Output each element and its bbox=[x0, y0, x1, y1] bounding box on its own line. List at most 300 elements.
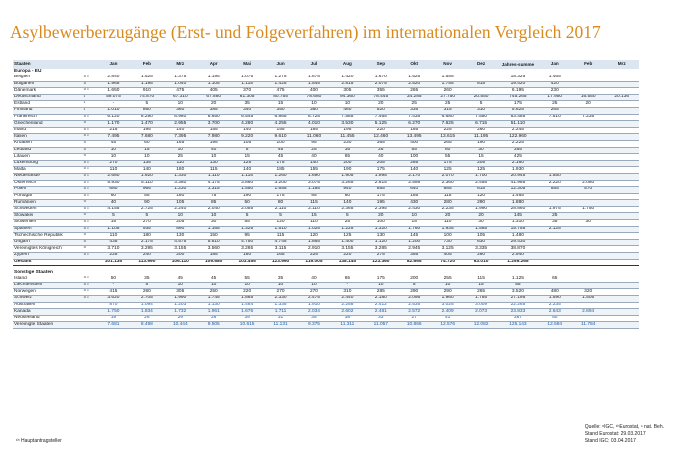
row-value bbox=[539, 239, 572, 246]
row-country: Tschechische Republik bbox=[13, 233, 83, 240]
section-label: Sonstige Staaten bbox=[14, 270, 53, 275]
row-value: 1.905 bbox=[331, 173, 364, 180]
row-value: 1.325 bbox=[231, 226, 264, 233]
table-row bbox=[13, 200, 639, 207]
row-country: Dänemark bbox=[13, 88, 83, 95]
row-value: 40 bbox=[197, 147, 230, 154]
row-value: 7.465 bbox=[365, 114, 398, 121]
row-value bbox=[605, 259, 639, 266]
row-value: 50 bbox=[231, 200, 264, 207]
row-value bbox=[605, 253, 639, 260]
row-value: 115 bbox=[465, 276, 498, 282]
row-value: 1.200 bbox=[398, 239, 431, 246]
row-value: 340 bbox=[231, 107, 264, 114]
row-value: 1.525 bbox=[398, 75, 431, 81]
row-value bbox=[605, 180, 639, 187]
row-value: 2.595 bbox=[398, 180, 431, 187]
row-value: 175 bbox=[365, 167, 398, 174]
table-row bbox=[13, 160, 639, 167]
row-value: 180 bbox=[164, 193, 197, 200]
row-value bbox=[572, 107, 605, 114]
row-value: 175 bbox=[264, 193, 297, 200]
table-row bbox=[13, 187, 639, 194]
row-value: 1.750 bbox=[97, 309, 130, 316]
header-month-okt: Okt bbox=[398, 60, 431, 69]
row-value: 1.655 bbox=[264, 187, 297, 194]
row-value: 180 bbox=[164, 167, 197, 174]
row-value: 6.270 bbox=[398, 121, 431, 128]
row-country: Frankreich bbox=[13, 114, 83, 121]
header-month-dez: Dez bbox=[465, 60, 498, 69]
row-value bbox=[572, 167, 605, 174]
row-source-mark: ¹ʰ bbox=[83, 239, 98, 246]
row-value: 435 bbox=[97, 239, 130, 246]
row-value: 20 bbox=[465, 213, 498, 220]
row-value: 50 bbox=[539, 315, 572, 322]
row-value: 2.643 bbox=[539, 309, 572, 316]
page-title: Asylbewerberzugänge (Erst- und Folgeverfahren) im internationalen Vergleich 2017 bbox=[10, 22, 601, 42]
table-row bbox=[13, 180, 639, 187]
row-value: 125 bbox=[465, 167, 498, 174]
row-value: 165 bbox=[264, 253, 297, 260]
row-value: 1.590 bbox=[539, 296, 572, 303]
row-source-mark: ¹ʰ ⁸ bbox=[83, 75, 98, 81]
row-value: 41 bbox=[431, 315, 464, 322]
row-value: 1.670 bbox=[365, 75, 398, 81]
row-value: 28.860 bbox=[498, 206, 538, 213]
row-value: 1.975 bbox=[539, 206, 572, 213]
row-value: 2.412 bbox=[365, 302, 398, 309]
row-value: 2.034 bbox=[298, 309, 331, 316]
row-value: 365 bbox=[365, 140, 398, 147]
row-value: 250 bbox=[197, 289, 230, 296]
row-value bbox=[539, 154, 572, 161]
row-value: 119.005 bbox=[298, 259, 331, 266]
row-value: 260 bbox=[131, 289, 164, 296]
table-row bbox=[13, 81, 639, 88]
row-value: 61.305 bbox=[231, 94, 264, 101]
table-row bbox=[13, 282, 639, 289]
row-value bbox=[572, 81, 605, 88]
row-value: 1.865 bbox=[298, 239, 331, 246]
row-value: 1.676 bbox=[231, 309, 264, 316]
row-value: 2.258 bbox=[331, 302, 364, 309]
row-value bbox=[605, 134, 639, 141]
row-value: 65 bbox=[331, 154, 364, 161]
row-value: 355 bbox=[498, 147, 538, 154]
row-value: 310 bbox=[331, 289, 364, 296]
row-value: 910 bbox=[131, 88, 164, 95]
row-value: 145 bbox=[498, 213, 538, 220]
row-value: 1.110 bbox=[197, 173, 230, 180]
row-value: 20.136 bbox=[605, 94, 639, 101]
row-value bbox=[605, 322, 639, 329]
row-value: 95 bbox=[298, 193, 331, 200]
row-value: 103.455 bbox=[231, 259, 264, 266]
row-value: 38.870 bbox=[498, 246, 538, 253]
row-value bbox=[572, 302, 605, 309]
row-value: 2.095 bbox=[398, 296, 431, 303]
row-value: 370 bbox=[231, 88, 264, 95]
row-value bbox=[605, 246, 639, 253]
row-value bbox=[605, 173, 639, 180]
row-value: 1.995 bbox=[365, 173, 398, 180]
table-row bbox=[13, 239, 639, 246]
row-value: 1.484 bbox=[231, 302, 264, 309]
row-value: 430 bbox=[398, 200, 431, 207]
row-value: 25 bbox=[431, 101, 464, 108]
row-value: 200 bbox=[164, 253, 197, 260]
row-value: 2.705 bbox=[131, 296, 164, 303]
row-value bbox=[572, 213, 605, 220]
row-value: 1.115 bbox=[231, 173, 264, 180]
row-value bbox=[539, 160, 572, 167]
row-value: 1.990 bbox=[164, 296, 197, 303]
row-country: Finnland bbox=[13, 107, 83, 114]
row-value: 615 bbox=[465, 187, 498, 194]
row-value: 10.866 bbox=[398, 322, 431, 329]
row-value: 260 bbox=[431, 88, 464, 95]
table-row bbox=[13, 309, 639, 316]
row-value: 2.940 bbox=[498, 253, 538, 260]
row-value: 225 bbox=[298, 253, 331, 260]
row-value: 22.265 bbox=[498, 302, 538, 309]
row-value: 4.255 bbox=[264, 121, 297, 128]
footnote: ¹ʰ Hauptantragsteller bbox=[16, 438, 62, 444]
row-value: 31 bbox=[264, 315, 297, 322]
row-source-mark: ¹ʰ ⁸ bbox=[83, 289, 98, 296]
row-value: 1.315 bbox=[197, 187, 230, 194]
row-value: 3.860 bbox=[231, 180, 264, 187]
row-value: 1.203 bbox=[164, 302, 197, 309]
row-country: Luxemburg bbox=[13, 160, 83, 167]
row-source-mark: ¹ʰ ⁸ bbox=[83, 206, 98, 213]
row-value bbox=[572, 134, 605, 141]
row-value: 29 bbox=[164, 315, 197, 322]
row-value: 35 bbox=[131, 276, 164, 282]
row-value: 20.550 bbox=[465, 94, 498, 101]
row-value: 40 bbox=[97, 200, 130, 207]
row-value bbox=[605, 147, 639, 154]
row-value: 2.170 bbox=[398, 173, 431, 180]
header-month-jun: Jun bbox=[264, 60, 297, 69]
row-value: 110 bbox=[97, 233, 130, 240]
row-value: 405 bbox=[431, 253, 464, 260]
row-value: 860 bbox=[131, 107, 164, 114]
row-value: 5.110 bbox=[131, 180, 164, 187]
row-value: 200 bbox=[398, 276, 431, 282]
row-value: 55 bbox=[431, 154, 464, 161]
row-value: 18.325 bbox=[498, 75, 538, 81]
row-value: 11.311 bbox=[331, 322, 364, 329]
row-value: 2.225 bbox=[498, 140, 538, 147]
row-value: 12.460 bbox=[365, 134, 398, 141]
row-value: 125 bbox=[331, 233, 364, 240]
row-value bbox=[572, 315, 605, 322]
row-value: 110 bbox=[164, 160, 197, 167]
row-value: 2.535 bbox=[398, 302, 431, 309]
row-value: 11.060 bbox=[298, 134, 331, 141]
row-value: 35 bbox=[331, 147, 364, 154]
row-value: 200 bbox=[331, 160, 364, 167]
row-value: 60 bbox=[431, 147, 464, 154]
row-value: 5.625 bbox=[498, 107, 538, 114]
row-value: 67.880 bbox=[197, 94, 230, 101]
row-value: 1.885 bbox=[231, 296, 264, 303]
row-value: 105 bbox=[164, 200, 197, 207]
row-value: 30 bbox=[197, 220, 230, 227]
row-value bbox=[572, 88, 605, 95]
row-value: 15 bbox=[465, 282, 498, 289]
row-value: 3.295 bbox=[131, 246, 164, 253]
row-value: 155 bbox=[298, 167, 331, 174]
row-source-mark bbox=[83, 322, 98, 329]
row-value: 1.310 bbox=[498, 220, 538, 227]
row-value: 1.480 bbox=[498, 233, 538, 240]
table-row bbox=[13, 94, 639, 101]
row-country: Rumänien bbox=[13, 200, 83, 207]
row-value: 205 bbox=[465, 160, 498, 167]
table-row bbox=[13, 206, 639, 213]
row-value: 310 bbox=[465, 107, 498, 114]
row-value: 85 bbox=[498, 282, 538, 289]
row-value: 150 bbox=[197, 233, 230, 240]
row-value: 60 bbox=[331, 193, 364, 200]
row-source-mark: ¹ʰ bbox=[83, 121, 98, 128]
row-value: 1.555 bbox=[431, 75, 464, 81]
row-value: 1.525 bbox=[131, 75, 164, 81]
row-value: 225 bbox=[97, 253, 130, 260]
row-value: 6.120 bbox=[97, 114, 130, 121]
row-value: 45 bbox=[97, 140, 130, 147]
row-source-mark: ¹ʰ bbox=[83, 246, 98, 253]
row-value: 2.945 bbox=[398, 246, 431, 253]
row-value: 1.259.265 bbox=[498, 259, 538, 266]
row-value: 275 bbox=[365, 253, 398, 260]
row-value: 3.125 bbox=[431, 246, 464, 253]
row-value: 25 bbox=[365, 147, 398, 154]
row-value: 1.105 bbox=[97, 226, 130, 233]
row-value: 1.130 bbox=[197, 302, 230, 309]
row-value: 1.275 bbox=[264, 75, 297, 81]
row-value: 5 bbox=[131, 101, 164, 108]
row-value bbox=[605, 233, 639, 240]
row-value: 175 bbox=[498, 101, 538, 108]
row-value: 1.040 bbox=[164, 81, 197, 88]
row-value: 15 bbox=[465, 154, 498, 161]
row-value bbox=[605, 302, 639, 309]
table-row bbox=[13, 114, 639, 121]
row-value: 305 bbox=[164, 289, 197, 296]
row-value: 2.110 bbox=[264, 206, 297, 213]
row-value: 260 bbox=[465, 127, 498, 134]
row-country: Island bbox=[13, 276, 83, 282]
row-value: 5.125 bbox=[365, 121, 398, 128]
row-value: 335 bbox=[398, 107, 431, 114]
row-value: 2.840 bbox=[97, 75, 130, 81]
row-value: 140 bbox=[131, 167, 164, 174]
row-value: 1.961 bbox=[197, 309, 230, 316]
row-value: 360 bbox=[298, 107, 331, 114]
row-value: - bbox=[97, 282, 130, 289]
row-value: 10 bbox=[164, 101, 197, 108]
row-value: 230 bbox=[539, 88, 572, 95]
row-value: 10 bbox=[97, 154, 130, 161]
row-value: 67.310 bbox=[164, 94, 197, 101]
row-value: 23.833 bbox=[498, 309, 538, 316]
row-country: Liechtenstein bbox=[13, 282, 83, 289]
row-value bbox=[605, 127, 639, 134]
row-value: 1.465 bbox=[498, 193, 538, 200]
row-value: 1.834 bbox=[131, 309, 164, 316]
row-value: 9.220 bbox=[231, 134, 264, 141]
row-country: Norwegen bbox=[13, 289, 83, 296]
row-value: 27 bbox=[398, 315, 431, 322]
row-value bbox=[539, 147, 572, 154]
row-value: 40 bbox=[365, 154, 398, 161]
row-value: 6.650 bbox=[197, 114, 230, 121]
row-value: 630 bbox=[465, 239, 498, 246]
row-value: 730 bbox=[431, 239, 464, 246]
table-row bbox=[13, 246, 639, 253]
row-value bbox=[605, 81, 639, 88]
row-value bbox=[539, 140, 572, 147]
row-value: 11.131 bbox=[264, 322, 297, 329]
row-country: Estland bbox=[13, 101, 83, 108]
table-row bbox=[13, 101, 639, 108]
row-value bbox=[572, 282, 605, 289]
row-country: Deutschland bbox=[13, 94, 83, 101]
row-value: 130 bbox=[365, 233, 398, 240]
row-source-mark: ¹ʰ ⁸ bbox=[83, 160, 98, 167]
row-value bbox=[572, 193, 605, 200]
row-value bbox=[605, 154, 639, 161]
row-value bbox=[572, 253, 605, 260]
row-value: 40 bbox=[298, 154, 331, 161]
row-value: 12.576 bbox=[431, 322, 464, 329]
row-value: 3.009 bbox=[465, 302, 498, 309]
row-value bbox=[539, 134, 572, 141]
row-value: 110 bbox=[97, 167, 130, 174]
row-value: 50 bbox=[97, 276, 130, 282]
row-value: 45 bbox=[164, 276, 197, 282]
row-value bbox=[539, 246, 572, 253]
header-month-feb: Feb bbox=[131, 60, 164, 69]
row-value bbox=[572, 173, 605, 180]
row-value: 1.565 bbox=[465, 226, 498, 233]
row-value: 25 bbox=[539, 101, 572, 108]
row-value: 140 bbox=[231, 127, 264, 134]
row-value: 415 bbox=[97, 289, 130, 296]
row-country: Belgien bbox=[13, 75, 83, 81]
row-value: 38 bbox=[331, 315, 364, 322]
row-country: Slowenien bbox=[13, 220, 83, 227]
row-value: 145 bbox=[398, 233, 431, 240]
row-value: 1.880 bbox=[498, 200, 538, 207]
row-value: 4.175 bbox=[197, 180, 230, 187]
row-value: 5 bbox=[131, 282, 164, 289]
row-value bbox=[605, 309, 639, 316]
row-source-mark: ¹ʰ ⁸ bbox=[83, 296, 98, 303]
row-source-mark: ¹ʰ ⁸ bbox=[83, 88, 98, 95]
row-value: 1.195 bbox=[131, 81, 164, 88]
row-value: 10 bbox=[164, 147, 197, 154]
row-value: 2.070 bbox=[431, 173, 464, 180]
row-value: 140 bbox=[331, 200, 364, 207]
row-value: 10 bbox=[197, 213, 230, 220]
row-value: 20 bbox=[431, 213, 464, 220]
row-value: 2.455 bbox=[465, 180, 498, 187]
row-value: 105 bbox=[231, 140, 264, 147]
table-row bbox=[13, 296, 639, 303]
row-value: 55 bbox=[131, 193, 164, 200]
row-value: 28 bbox=[197, 315, 230, 322]
row-value: 51.110 bbox=[498, 121, 538, 128]
row-value: 4.280 bbox=[231, 121, 264, 128]
row-value: 20 bbox=[365, 101, 398, 108]
row-value: 2.245 bbox=[498, 127, 538, 134]
row-value: 190 bbox=[331, 167, 364, 174]
row-source-mark: ¹ʰ bbox=[83, 154, 98, 161]
row-value: 225 bbox=[431, 127, 464, 134]
row-value: 940 bbox=[331, 187, 364, 194]
row-value bbox=[605, 107, 639, 114]
row-value: 2.409 bbox=[431, 309, 464, 316]
table-row bbox=[13, 226, 639, 233]
row-value: 1.755 bbox=[431, 81, 464, 88]
table-row bbox=[13, 302, 639, 309]
row-value: 1.010 bbox=[97, 107, 130, 114]
row-value: 5 bbox=[131, 213, 164, 220]
row-value: 1.400 bbox=[331, 239, 364, 246]
row-value: 7.550 bbox=[465, 114, 498, 121]
row-value: 10 bbox=[365, 282, 398, 289]
row-value: 555 bbox=[539, 187, 572, 194]
row-value: 10 bbox=[264, 282, 297, 289]
row-value: 78.445 bbox=[365, 94, 398, 101]
row-value: 35 bbox=[231, 101, 264, 108]
row-value: 2.365 bbox=[331, 206, 364, 213]
row-value: 2.125 bbox=[539, 226, 572, 233]
row-value: 400 bbox=[398, 140, 431, 147]
row-value: 1.320 bbox=[365, 226, 398, 233]
row-value: 122.960 bbox=[498, 134, 538, 141]
row-value: 2.360 bbox=[431, 180, 464, 187]
row-value: 34.285 bbox=[398, 94, 431, 101]
row-source-mark: ¹ʰ ⁸ bbox=[83, 127, 98, 134]
row-value: 155 bbox=[197, 127, 230, 134]
row-value: 195 bbox=[365, 200, 398, 207]
row-value: 123.360 bbox=[365, 259, 398, 266]
row-source-mark: ¹ʰ ⁸ bbox=[83, 114, 98, 121]
row-source-mark: ¹ʰ ⁸ bbox=[83, 173, 98, 180]
row-value: 640 bbox=[398, 187, 431, 194]
row-value bbox=[605, 160, 639, 167]
row-value: 25 bbox=[298, 147, 331, 154]
row-value: 55 bbox=[231, 276, 264, 282]
row-value: 195 bbox=[331, 127, 364, 134]
row-value: 3.155 bbox=[331, 246, 364, 253]
row-value: 890 bbox=[164, 226, 197, 233]
row-country: Schweden bbox=[13, 206, 83, 213]
header-staaten: Staaten bbox=[13, 60, 97, 69]
row-value bbox=[605, 114, 639, 121]
row-value: 25 bbox=[331, 220, 364, 227]
row-value: 2.160 bbox=[498, 160, 538, 167]
row-value: 63.010 bbox=[465, 259, 498, 266]
row-value bbox=[605, 200, 639, 207]
row-country: Lettland bbox=[13, 147, 83, 154]
